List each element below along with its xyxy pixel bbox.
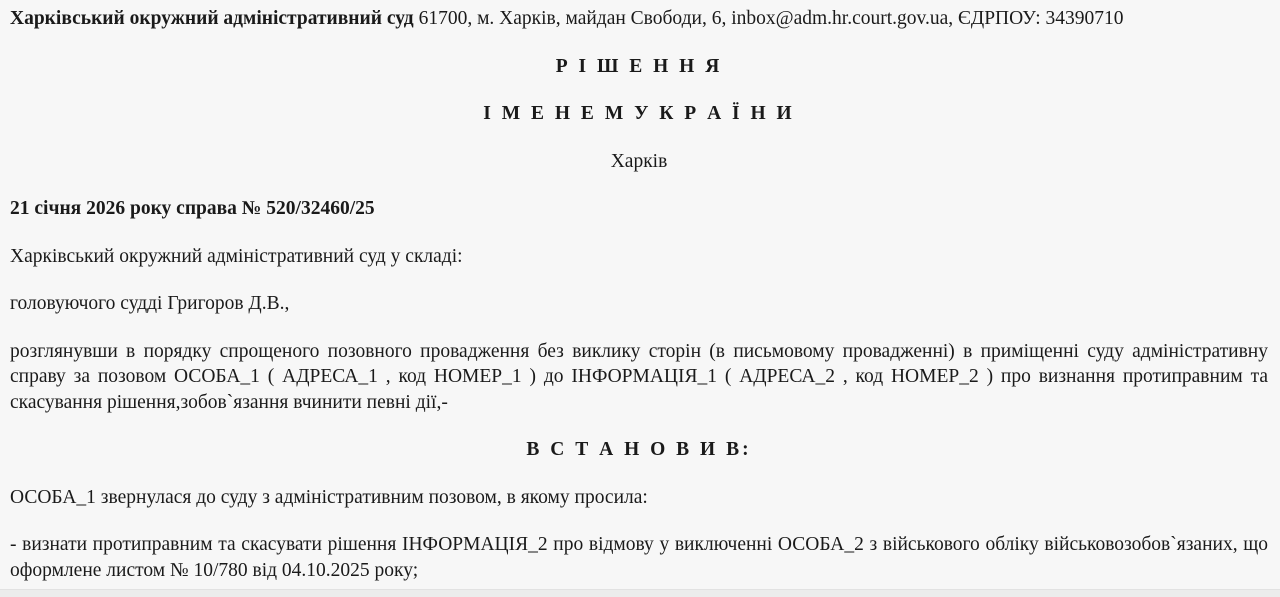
decision-title: Р І Ш Е Н Н Я bbox=[555, 55, 723, 77]
court-composition-line: Харківський окружний адміністративний суд у складі: bbox=[10, 245, 463, 267]
presiding-judge-line: головуючого судді Григоров Д.В., bbox=[10, 293, 290, 314]
claim-item-paragraph: - визнати протиправним та скасувати рішення ІНФОРМАЦІЯ_2 про відмову у виключенні ОСОБА_2 з військового обліку військовозобов`язаних, що оформлене листом № 10/780 від 04.10.2025 року; bbox=[10, 534, 1268, 581]
in-name-of-ukraine-title: І М Е Н Е М У К Р А Ї Н И bbox=[483, 103, 795, 124]
viewport-bottom-edge bbox=[0, 589, 1280, 597]
court-header-line bbox=[10, 6, 1268, 32]
established-heading: В С Т А Н О В И В: bbox=[526, 439, 752, 460]
date-case-line: 21 січня 2026 року справа № 520/32460/25 bbox=[10, 198, 375, 219]
case-review-paragraph: розглянувши в порядку спрощеного позовного провадження без виклику сторін (в письмовому провадженні) в приміщенні суду адміністративну справу за позовом ОСОБА_1 ( АДРЕСА_1 , код НОМЕР_1 ) до ІНФОРМАЦІЯ_1 ( АДРЕСА_2 , код НОМЕР_2 ) про визнання протиправним та скасування рішення,зобов`язання вчинити певні дії,- bbox=[10, 340, 1268, 413]
claim-intro-line: ОСОБА_1 звернулася до суду з адміністративним позовом, в якому просила: bbox=[10, 486, 648, 508]
court-name: Харківський окружний адміністративний суд bbox=[10, 8, 414, 29]
court-contact-info: 61700, м. Харків, майдан Свободи, 6, inbox@adm.hr.court.gov.ua, ЄДРПОУ: 34390710 bbox=[413, 8, 1124, 29]
city-line: Харків bbox=[610, 150, 668, 172]
